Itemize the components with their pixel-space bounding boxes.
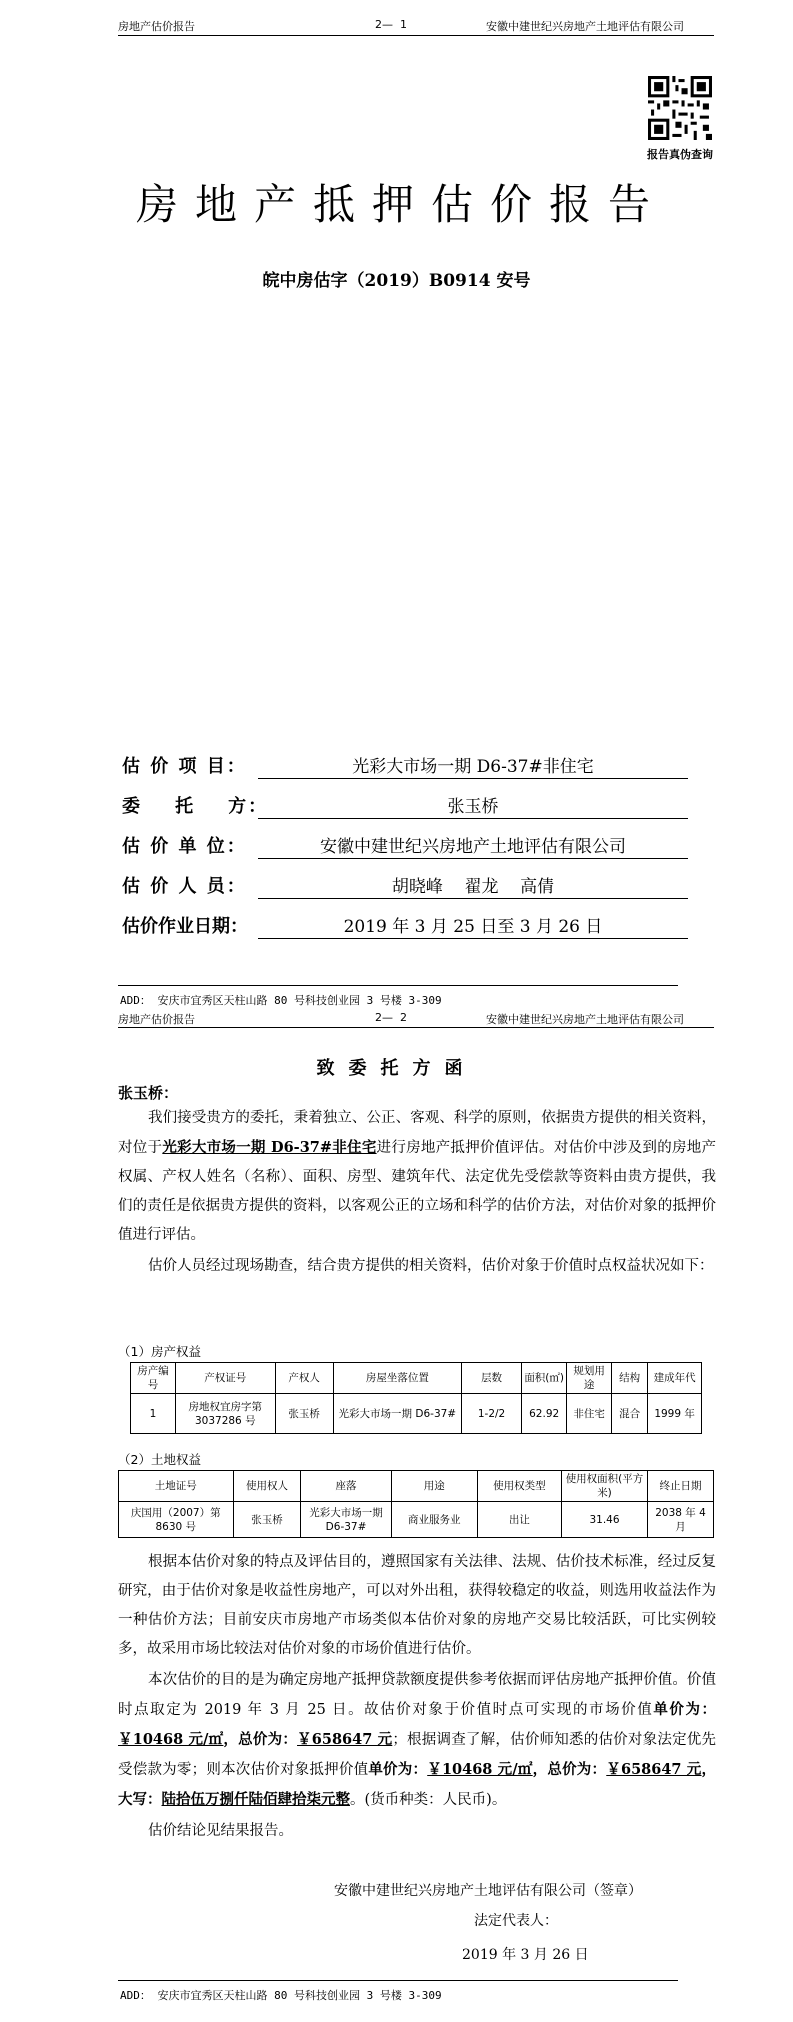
paragraph-4-text-a: 本次估价的目的是为确定房地产抵押贷款额度提供参考依据而评估房地产抵押价值。价值时点取定为 2019 年 3 月 25 日。故估价对象于价值时点可实现的市场价值 (118, 1672, 716, 1718)
market-unit-price: ￥10468 元/㎡ (118, 1731, 224, 1748)
house-header-cell: 建成年代 (648, 1363, 702, 1394)
house-header-cell: 结构 (612, 1363, 648, 1394)
land-cell: 商业服务业 (391, 1502, 477, 1538)
house-cell: 混合 (612, 1394, 648, 1434)
page2-address: ADD： 安庆市宜秀区天柱山路 80 号科技创业园 3 号楼 3-309 (120, 1989, 442, 2002)
page2-header-left: 房地产估价报告 (118, 1013, 195, 1026)
house-header-cell: 产权证号 (175, 1363, 275, 1394)
letter-body-bottom (118, 1548, 716, 1846)
house-header-cell: 面积(㎡) (522, 1363, 567, 1394)
house-cell: 1 (131, 1394, 176, 1434)
paragraph-1-text-c: 进行房地产抵押价值评估。对估价中涉及到的房地产权属、产权人姓名（名称）、面积、房型、建筑年代、法定优先受偿款等资料由贵方提供，我们的责任是依据贵方提供的资料，以客观公正的立场和科学的估价方法，对估价对象的抵押价值进行评估。 (118, 1140, 717, 1243)
page2-header-right: 安徽中建世纪兴房地产土地评估有限公司 (486, 1013, 684, 1026)
land-header-cell: 使用权人 (233, 1471, 301, 1502)
land-cell: 2038 年 4月 (648, 1502, 714, 1538)
house-header-cell: 房产编号 (131, 1363, 176, 1394)
paragraph-4-text-c: 。(货币种类：人民币)。 (350, 1792, 507, 1808)
table-row (131, 1363, 702, 1394)
table-row (119, 1471, 714, 1502)
page1-header-rule (118, 35, 714, 36)
mortgage-total-label: ，总价为： (532, 1761, 607, 1778)
field-appraisers-label: 估 价 人 员： (122, 876, 247, 897)
market-total-label: ，总价为： (223, 1731, 298, 1748)
land-cell: 光彩大市场一期 D6-37# (301, 1502, 391, 1538)
report-number: 皖中房估字（2019）B0914 安号 (262, 271, 531, 291)
qr-code-icon (648, 76, 712, 140)
page1-footer-rule (118, 985, 678, 986)
field-appraiser-org-label: 估 价 单 位： (122, 836, 247, 857)
page1-address: ADD： 安庆市宜秀区天柱山路 80 号科技创业园 3 号楼 3-309 (120, 994, 442, 1007)
signing-date: 2019 年 3 月 26 日 (462, 1947, 589, 1963)
field-project-value: 光彩大市场一期 D6-37#非住宅 (258, 752, 688, 779)
market-total-price: ￥658647 元 (297, 1731, 393, 1748)
land-header-cell: 用途 (391, 1471, 477, 1502)
page1-header-left: 房地产估价报告 (118, 20, 195, 33)
mortgage-unit-price: ￥10468 元/㎡ (427, 1761, 533, 1778)
house-cell: 非住宅 (567, 1394, 612, 1434)
house-header-cell: 层数 (461, 1363, 521, 1394)
paragraph-4-text-b: ；根据调查了解，估价师知悉的估价对象法定优先受偿款为零；则本次估价对象抵押价值 (118, 1732, 717, 1778)
land-header-cell: 土地证号 (119, 1471, 234, 1502)
table-row (119, 1502, 714, 1538)
letter-body-top (118, 1104, 716, 1281)
house-cell: 张玉桥 (275, 1394, 333, 1434)
house-header-cell: 产权人 (275, 1363, 333, 1394)
land-header-cell: 座落 (301, 1471, 391, 1502)
house-cell: 1999 年 (648, 1394, 702, 1434)
field-appraiser-org-value: 安徽中建世纪兴房地产土地评估有限公司 (258, 832, 688, 859)
section-land-rights: （2）土地权益 (118, 1452, 201, 1467)
field-client-label: 委 托 方： (122, 796, 269, 817)
land-rights-table (118, 1470, 714, 1538)
page1-header-right: 安徽中建世纪兴房地产土地评估有限公司 (486, 20, 684, 33)
field-work-date-value: 2019 年 3 月 25 日至 3 月 26 日 (258, 912, 688, 939)
land-cell: 庆国用（2007）第 8630 号 (119, 1502, 234, 1538)
mortgage-total-price: ￥658647 元 (606, 1761, 702, 1778)
report-title: 房地产抵押估价报告 (136, 180, 668, 229)
paragraph-1 (118, 1104, 716, 1250)
capital-amount-label: ，大写： (118, 1761, 717, 1808)
field-work-date-label: 估价作业日期： (122, 916, 248, 937)
house-rights-table (130, 1362, 702, 1434)
land-cell: 31.46 (561, 1502, 647, 1538)
qr-caption: 报告真伪查询 (647, 148, 713, 161)
section-house-rights: （1）房产权益 (118, 1344, 201, 1359)
field-client-value: 张玉桥 (258, 792, 688, 819)
page2-footer-rule (118, 1980, 678, 1981)
house-cell: 房地权宜房字第 3037286 号 (175, 1394, 275, 1434)
house-header-cell: 规划用途 (567, 1363, 612, 1394)
land-cell: 出让 (477, 1502, 561, 1538)
house-cell: 62.92 (522, 1394, 567, 1434)
paragraph-3: 根据本估价对象的特点及评估目的，遵照国家有关法律、法规、估价技术标准，经过反复研究，由于估价对象是收益性房地产，可以对外出租，获得较稳定的收益，则选用收益法作为一种估价方法；目前安庆市房地产市场类似本估价对象的房地产交易比较活跃，可比实例较多，故采用市场比较法对估价对象的市场价值进行估价。 (118, 1554, 716, 1657)
property-name-emphasis: 光彩大市场一期 D6-37#非住宅 (162, 1139, 377, 1156)
letter-title: 致委托方函 (316, 1058, 477, 1079)
paragraph-2: 估价人员经过现场勘查，结合贵方提供的相关资料，估价对象于价值时点权益状况如下： (148, 1258, 714, 1274)
legal-representative: 法定代表人： (474, 1913, 558, 1929)
market-unit-label: 单价为： (653, 1701, 717, 1718)
land-cell: 张玉桥 (233, 1502, 301, 1538)
paragraph-5: 估价结论见结果报告。 (148, 1823, 293, 1839)
page2-header-page-number: 2— 2 (375, 1011, 407, 1024)
house-cell: 1-2/2 (461, 1394, 521, 1434)
signer-company: 安徽中建世纪兴房地产土地评估有限公司（签章） (334, 1883, 642, 1899)
capital-amount: 陆拾伍万捌仟陆佰肆拾柒元整 (161, 1791, 350, 1808)
house-cell: 光彩大市场一期 D6-37# (333, 1394, 461, 1434)
letter-salutation: 张玉桥： (118, 1084, 179, 1102)
field-project-label: 估 价 项 目： (122, 756, 247, 777)
paragraph-4 (118, 1666, 716, 1815)
house-header-cell: 房屋坐落位置 (333, 1363, 461, 1394)
land-header-cell: 使用权面积(平方米) (561, 1471, 647, 1502)
mortgage-unit-label: 单价为： (368, 1761, 428, 1778)
land-header-cell: 终止日期 (648, 1471, 714, 1502)
field-appraisers-value: 胡晓峰 翟龙 高倩 (258, 872, 688, 899)
land-header-cell: 使用权类型 (477, 1471, 561, 1502)
table-row (131, 1394, 702, 1434)
paragraph-1-text-a: 我们接受贵方的委托，秉着独立、公正、客观、科学的原则，依据贵方提供的相关资料，对位于 (118, 1110, 716, 1156)
page2-header-rule (118, 1027, 714, 1028)
page1-header-page-number: 2— 1 (375, 18, 407, 31)
